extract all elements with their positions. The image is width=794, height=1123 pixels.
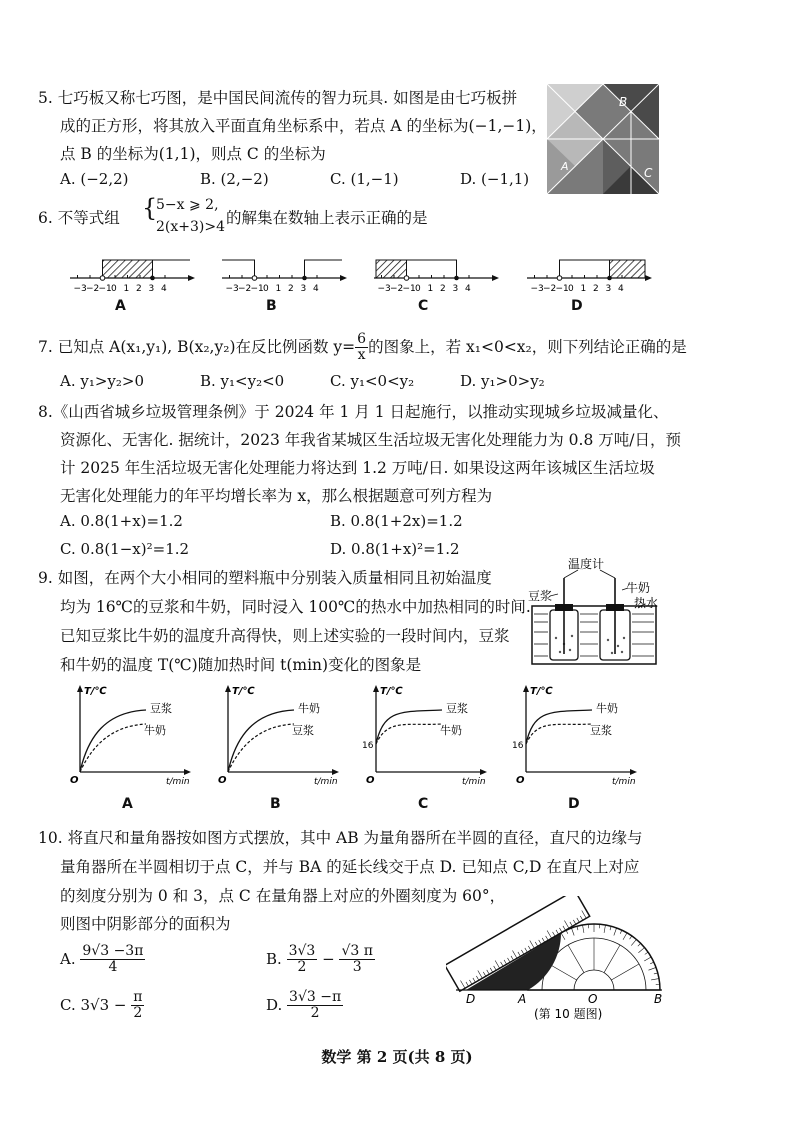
svg-text:−2: −2 xyxy=(86,284,100,294)
fig10-label-a: A xyxy=(518,992,527,1006)
svg-text:T/℃: T/℃ xyxy=(530,686,553,697)
q8-line1: 8.《山西省城乡垃圾管理条例》于 2024 年 1 月 1 日起施行，以推动实现城乡垃圾减量化、 xyxy=(38,403,669,421)
svg-text:3: 3 xyxy=(452,284,459,294)
fig10-label-b: B xyxy=(654,992,663,1006)
q6-caption-a: A xyxy=(115,298,126,314)
q5-option-b: B. (2,−2) xyxy=(200,170,269,188)
q10-line1: 10. 将直尺和量角器按如图方式摆放，其中 AB 为量角器所在半圆的直径，直尺的边缘与 xyxy=(38,829,643,847)
svg-text:−3: −3 xyxy=(530,284,544,294)
svg-text:1: 1 xyxy=(123,284,130,294)
q7-option-c: C. y₁<0<y₂ xyxy=(330,372,415,390)
svg-text:−2: −2 xyxy=(390,284,404,294)
svg-text:T/℃: T/℃ xyxy=(84,686,107,697)
q7-option-a: A. y₁>y₂>0 xyxy=(60,372,145,390)
q10-option-b: B. $\frac{3√3}{2}$ − $\frac{√3 \pi}{3}$ xyxy=(266,943,373,976)
svg-text:O: O xyxy=(218,775,227,786)
svg-text:3: 3 xyxy=(605,284,612,294)
q9-graph-c xyxy=(362,684,492,788)
q9-line2: 均为 16℃的豆浆和牛奶，同时浸入 100℃的热水中加热相同的时间. xyxy=(60,598,531,616)
q9-graph-d xyxy=(512,684,642,788)
svg-text:−3: −3 xyxy=(225,284,239,294)
svg-text:−2: −2 xyxy=(238,284,252,294)
svg-text:T/℃: T/℃ xyxy=(232,686,255,697)
q8-option-d: D. 0.8(1+x)²=1.2 xyxy=(330,540,460,558)
q6-caption-c: C xyxy=(418,298,429,314)
q7-option-d: D. y₁>0>y₂ xyxy=(460,372,545,390)
fig10-label-o: O xyxy=(588,992,598,1006)
svg-text:豆浆: 豆浆 xyxy=(590,724,612,737)
svg-text:豆浆: 豆浆 xyxy=(446,702,468,715)
svg-text:4: 4 xyxy=(313,284,319,294)
q5-line3: 点 B 的坐标为(1,1)，则点 C 的坐标为 xyxy=(60,145,326,163)
page-footer: 数学 第 2 页(共 8 页) xyxy=(321,1048,473,1066)
svg-text:0: 0 xyxy=(111,284,117,294)
number-line-b xyxy=(222,260,347,294)
svg-text:豆浆: 豆浆 xyxy=(150,702,172,715)
q6-stem: 6. 不等式组 xyxy=(38,209,120,227)
svg-text:牛奶: 牛奶 xyxy=(596,702,618,715)
q10-option-a: A. $\frac{9√3 -3\pi}{4}$ xyxy=(60,943,144,976)
q9-caption-b: B xyxy=(270,796,281,812)
svg-text:0: 0 xyxy=(263,284,269,294)
svg-text:T/℃: T/℃ xyxy=(380,686,403,697)
svg-text:2: 2 xyxy=(440,284,446,294)
svg-text:−1: −1 xyxy=(98,284,112,294)
q10-line3: 的刻度分别为 0 和 3，点 C 在量角器上对应的外圈刻度为 60°， xyxy=(60,887,506,905)
q7-stem: 7. 已知点 A(x₁,y₁), B(x₂,y₂)在反比例函数 y= $\frac{6}{x}$ 的图象上，若 x₁<0<x₂，则下列结论正确的是 xyxy=(38,331,687,364)
q6-number-lines xyxy=(52,248,732,318)
svg-text:−1: −1 xyxy=(402,284,416,294)
tangram-label-b: B xyxy=(619,95,628,109)
q9-caption-a: A xyxy=(122,796,133,812)
q10-option-d: D. $\frac{3√3 -\pi}{2}$ xyxy=(266,989,342,1022)
svg-text:牛奶: 牛奶 xyxy=(144,724,166,737)
svg-text:O: O xyxy=(366,775,375,786)
q8-line2: 资源化、无害化. 据统计，2023 年我省某城区生活垃圾无害化处理能力为 0.8 万吨/日，预 xyxy=(60,431,681,449)
svg-text:2: 2 xyxy=(593,284,599,294)
svg-text:t/min: t/min xyxy=(314,777,338,787)
q6-system xyxy=(156,194,225,238)
q5-option-a: A. (−2,2) xyxy=(60,170,129,188)
q6-caption-b: B xyxy=(266,298,277,314)
fig10-label-d: D xyxy=(466,992,476,1006)
apparatus-label-milk: 牛奶 xyxy=(626,581,651,595)
apparatus-label-thermometer: 温度计 xyxy=(568,558,605,571)
svg-text:4: 4 xyxy=(161,284,167,294)
tangram-label-c: C xyxy=(644,166,653,180)
q8-option-b: B. 0.8(1+2x)=1.2 xyxy=(330,512,463,530)
q9-line1: 9. 如图，在两个大小相同的塑料瓶中分别装入质量相同且初始温度 xyxy=(38,569,492,587)
svg-text:t/min: t/min xyxy=(166,777,190,787)
q9-caption-d: D xyxy=(568,796,580,812)
q8-option-c: C. 0.8(1−x)²=1.2 xyxy=(60,540,190,558)
svg-text:−3: −3 xyxy=(377,284,391,294)
number-line-d xyxy=(527,260,652,294)
svg-text:1: 1 xyxy=(427,284,434,294)
svg-text:−2: −2 xyxy=(543,284,557,294)
svg-text:0: 0 xyxy=(568,284,574,294)
q7-fraction: $\frac{6}{x}$ xyxy=(357,331,367,364)
q8-line4: 无害化处理能力的年平均增长率为 x，那么根据题意可列方程为 xyxy=(60,487,493,505)
svg-text:牛奶: 牛奶 xyxy=(440,724,462,737)
q5-option-d: D. (−1,1) xyxy=(460,170,530,188)
svg-text:16: 16 xyxy=(512,741,524,751)
svg-text:t/min: t/min xyxy=(462,777,486,787)
svg-text:16: 16 xyxy=(362,741,374,751)
number-line-c xyxy=(374,260,499,294)
svg-text:O: O xyxy=(70,775,79,786)
svg-text:豆浆: 豆浆 xyxy=(292,724,314,737)
q10-line4: 则图中阴影部分的面积为 xyxy=(60,915,231,933)
svg-text:−3: −3 xyxy=(73,284,87,294)
tangram-figure xyxy=(547,84,659,194)
q6-stem-post: 的解集在数轴上表示正确的是 xyxy=(226,209,428,227)
q9-apparatus-figure xyxy=(528,558,664,670)
q10-ruler-protractor-figure xyxy=(446,896,672,1022)
q8-option-a: A. 0.8(1+x)=1.2 xyxy=(60,512,183,530)
svg-text:3: 3 xyxy=(300,284,307,294)
q6-ineq2: 2(x+3)>4 xyxy=(156,219,226,235)
svg-text:1: 1 xyxy=(275,284,282,294)
q9-line3: 已知豆浆比牛奶的温度升高得快，则上述实验的一段时间内，豆浆 xyxy=(60,627,510,645)
tangram-label-a: A xyxy=(561,160,569,173)
q6-ineq1: 5−x ⩾ 2, xyxy=(156,197,219,213)
q9-graph-a xyxy=(66,684,196,788)
svg-text:4: 4 xyxy=(465,284,471,294)
svg-text:2: 2 xyxy=(136,284,142,294)
fig10-caption: (第 10 题图) xyxy=(534,1007,603,1021)
svg-text:4: 4 xyxy=(618,284,624,294)
q8-line3: 计 2025 年生活垃圾无害化处理能力将达到 1.2 万吨/日. 如果设这两年该城区生活垃圾 xyxy=(60,459,655,477)
q5-line2: 成的正方形，将其放入平面直角坐标系中，若点 A 的坐标为(−1,−1)， xyxy=(60,117,547,135)
q6-caption-d: D xyxy=(571,298,583,314)
svg-text:−1: −1 xyxy=(250,284,264,294)
q5-option-c: C. (1,−1) xyxy=(330,170,399,188)
svg-text:牛奶: 牛奶 xyxy=(298,702,320,715)
q7-option-b: B. y₁<y₂<0 xyxy=(200,372,285,390)
apparatus-label-soy: 豆浆 xyxy=(528,589,553,603)
q5-line1: 5. 七巧板又称七巧图，是中国民间流传的智力玩具. 如图是由七巧板拼 xyxy=(38,89,518,107)
q10-line2: 量角器所在半圆相切于点 C，并与 BA 的延长线交于点 D. 已知点 C,D 在直尺上对应 xyxy=(60,858,640,876)
svg-text:2: 2 xyxy=(288,284,294,294)
svg-text:t/min: t/min xyxy=(612,777,636,787)
q9-caption-c: C xyxy=(418,796,429,812)
svg-text:3: 3 xyxy=(148,284,155,294)
q6-brace: { xyxy=(142,194,158,222)
svg-text:−1: −1 xyxy=(555,284,569,294)
svg-text:0: 0 xyxy=(415,284,421,294)
svg-text:O: O xyxy=(516,775,525,786)
number-line-a xyxy=(70,260,195,294)
q9-graph-b xyxy=(214,684,344,788)
apparatus-label-water: 热水 xyxy=(634,596,659,610)
q10-option-c: C. 3√3 − $\frac{\pi}{2}$ xyxy=(60,989,143,1022)
svg-text:1: 1 xyxy=(580,284,587,294)
q9-line4: 和牛奶的温度 T(℃)随加热时间 t(min)变化的图象是 xyxy=(60,656,422,674)
